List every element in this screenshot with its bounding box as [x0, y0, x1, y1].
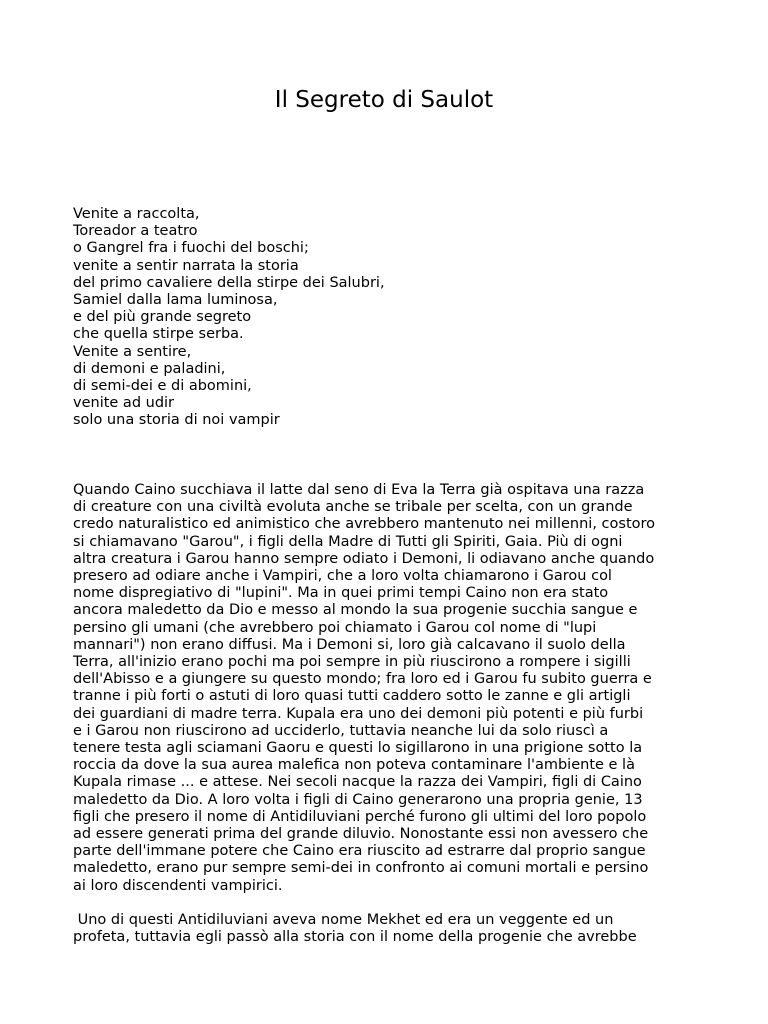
paragraph-line: dei guardiani di madre terra. Kupala era uno dei demoni più potenti e più furbi: [73, 705, 644, 722]
paragraph-line: persino gli umani (che avrebbero poi chiamato i Garou col nome di "lupi: [73, 619, 597, 636]
paragraph-line: ai loro discendenti vampirici.: [73, 877, 283, 894]
poem-line: Venite a sentire,: [73, 343, 192, 360]
paragraph-line: nome dispregiativo di "lupini". Ma in quei primi tempi Caino non era stato: [73, 585, 609, 602]
paragraph-line: figli che presero il nome di Antidiluviani perché furono gli ultimi del loro popolo: [73, 808, 647, 825]
paragraph-1: [73, 482, 697, 895]
paragraph-line: e i Garou non riuscirono ad ucciderlo, tuttavia neanche lui da solo riuscì a: [73, 722, 609, 739]
poem-line: che quella stirpe serba.: [73, 326, 244, 343]
paragraph-line: presero ad odiare anche i Vampiri, che a loro volta chiamarono i Garou col: [73, 568, 612, 585]
paragraph-line: credo naturalistico ed animistico che avrebbero mantenuto nei millenni, costoro: [73, 516, 656, 533]
paragraph-line: Quando Caino succhiava il latte dal seno di Eva la Terra già ospitava una razza: [73, 482, 645, 498]
document-title: Il Segreto di Saulot: [274, 87, 494, 113]
paragraph-line: parte dell'immane potere che Caino era riuscito ad estrarre dal proprio sangue: [73, 843, 646, 860]
paragraph-line: si chiamavano "Garou", i figli della Madre di Tutti gli Spiriti, Gaia. Più di ogni: [73, 533, 623, 550]
paragraph-line: maledetto da Dio. A loro volta i figli di Caino generarono una propria genie, 13: [73, 791, 643, 808]
poem-line: solo una storia di noi vampir: [73, 412, 280, 429]
poem-line: di semi-dei e di abomini,: [73, 378, 252, 395]
poem-line: e del più grande segreto: [73, 309, 252, 326]
poem-line: Samiel dalla lama luminosa,: [73, 292, 278, 309]
poem-line: Toreador a teatro: [73, 223, 198, 240]
paragraph-line: di creature con una civiltà evoluta anche se tribale per scelta, con un grande: [73, 499, 633, 516]
paragraph-line: mannari") non erano diffusi. Ma i Demoni si, loro già calcavano il suolo della: [73, 636, 626, 653]
poem-line: o Gangrel fra i fuochi del boschi;: [73, 240, 309, 257]
paragraph-line: ancora maledetto da Dio e messo al mondo la sua progenie succhia sangue e: [73, 602, 638, 619]
poem-line: del primo cavaliere della stirpe dei Salubri,: [73, 274, 385, 291]
paragraph-line: Terra, all'inizio erano pochi ma poi sempre in più riuscirono a rompere i sigilli: [73, 654, 631, 671]
poem-block: [73, 206, 697, 430]
paragraph-line: tenere testa agli sciamani Gaoru e questi lo sigillarono in una prigione sotto la: [73, 740, 643, 757]
poem-line: di demoni e paladini,: [73, 360, 226, 377]
paragraph-spacer: [73, 895, 697, 912]
paragraph-line: Uno di questi Antidiluviani aveva nome Mekhet ed era un veggente ed un: [73, 912, 614, 929]
poem-line: venite a sentir narrata la storia: [73, 257, 299, 274]
paragraph-line: profeta, tuttavia egli passò alla storia con il nome della progenie che avrebbe: [73, 929, 637, 946]
paragraph-line: maledetto, erano pur sempre semi-dei in confronto ai comuni mortali e persino: [73, 860, 649, 877]
poem-line: venite ad udir: [73, 395, 175, 412]
paragraph-line: roccia da dove la sua aurea malefica non poteva contaminare l'ambiente e là: [73, 757, 635, 774]
paragraph-2: [73, 912, 697, 946]
paragraph-line: tranne i più forti o astuti di loro quasi tutti caddero sotto le zanne e gli artigli: [73, 688, 631, 705]
paragraph-line: altra creatura i Garou hanno sempre odiato i Demoni, li odiavano anche quando: [73, 550, 655, 567]
prose-block: [73, 482, 697, 946]
poem-line: Venite a raccolta,: [73, 206, 200, 222]
paragraph-line: Kupala rimase ... e attese. Nei secoli nacque la razza dei Vampiri, figli di Caino: [73, 774, 642, 791]
paragraph-line: ad essere generati prima del grande diluvio. Nonostante essi non avessero che: [73, 826, 649, 843]
paragraph-line: dell'Abisso e a giungere su questo mondo; fra loro ed i Garou fu subito guerra e: [73, 671, 652, 688]
